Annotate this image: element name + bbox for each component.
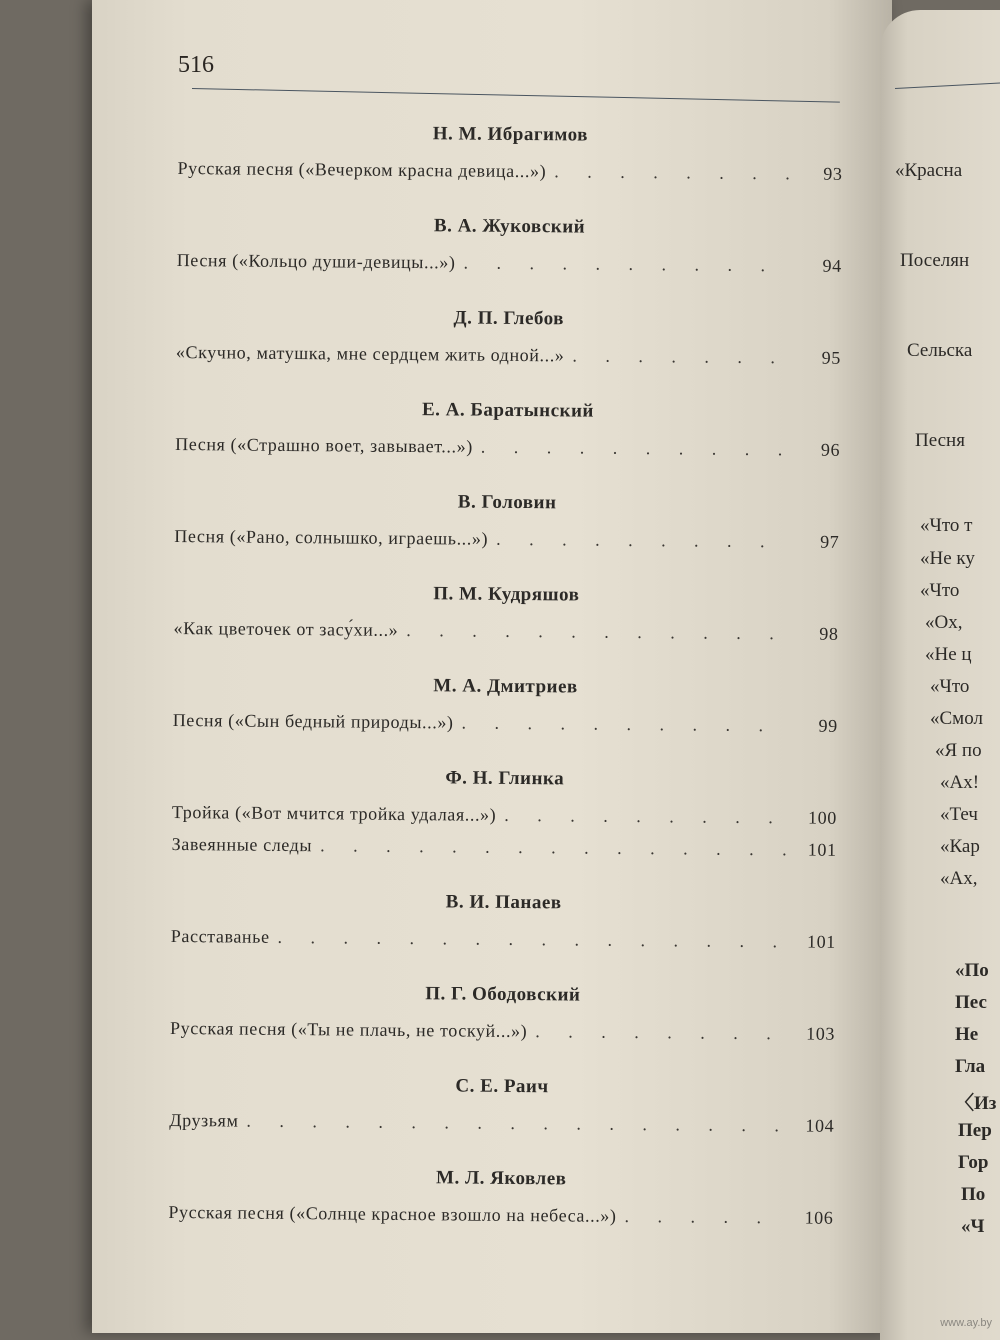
author-heading: М. А. Дмитриев [433, 675, 578, 698]
entry-page-number: 97 [820, 531, 840, 552]
entry-title: Песня («Рано, солнышко, играешь...») [174, 525, 489, 549]
entry-title: Тройка («Вот мчится тройка удалая...») [171, 801, 497, 825]
entry-page-number: 94 [822, 255, 842, 276]
dot-leader [481, 431, 793, 466]
dot-leader [246, 1105, 786, 1142]
right-page-fragment: «Что [930, 676, 970, 697]
right-page-fragment: Пер [958, 1120, 992, 1141]
right-page-fragment: Песня [915, 430, 965, 451]
entry-page-number: 106 [804, 1207, 834, 1228]
author-heading: М. Л. Яковлев [435, 1167, 567, 1190]
entry-title: Русская песня («Вечерком красна девица...») [177, 157, 547, 182]
entry-title: «Как цветочек от засу́хи...» [173, 617, 399, 640]
right-page-fragment: Гор [958, 1152, 989, 1173]
watermark: www.ay.by [940, 1317, 992, 1329]
dot-leader [320, 829, 789, 865]
dot-leader [535, 1015, 787, 1049]
right-page-fragment: 〈Из [955, 1093, 997, 1114]
right-page-fragment: «Не ц [925, 644, 972, 665]
author-heading: Е. А. Баратынский [421, 399, 595, 422]
toc-section [173, 578, 839, 650]
toc-entry [176, 336, 841, 374]
entry-page-number: 100 [808, 807, 838, 828]
toc-entry [173, 612, 838, 650]
right-page-fragment: «Что т [920, 515, 973, 536]
right-page-fragment: «Кар [940, 836, 980, 857]
right-page-fragment: «Ч [961, 1216, 985, 1237]
entry-title: «Скучно, матушка, мне сердцем жить одной...» [175, 341, 565, 366]
entry-page-number: 93 [823, 163, 843, 184]
toc-entry [174, 520, 839, 558]
entry-page-number: 101 [807, 839, 837, 860]
toc-section [176, 302, 842, 374]
toc-entry [168, 1196, 833, 1234]
author-heading: В. И. Панаев [445, 891, 562, 914]
table-of-contents [168, 118, 843, 1260]
entry-page-number: 99 [818, 715, 838, 736]
entry-page-number: 103 [806, 1023, 836, 1044]
right-page-fragment: «Не ку [920, 548, 975, 569]
toc-entry [171, 920, 836, 958]
toc-entry [173, 704, 838, 742]
toc-entry [172, 828, 837, 866]
right-page-fragment: «По [955, 960, 989, 981]
author-heading: В. А. Жуковский [433, 215, 586, 238]
toc-section [175, 394, 841, 466]
toc-entry [177, 244, 842, 282]
page-number: 516 [178, 52, 214, 78]
toc-section [172, 762, 838, 866]
toc-entry [169, 1104, 834, 1142]
dot-leader [463, 246, 793, 281]
right-page-fragment: «Ах, [940, 868, 978, 889]
dot-leader [624, 1200, 785, 1233]
right-page-fragment: По [961, 1184, 986, 1205]
right-page-fragment: Поселян [900, 250, 970, 271]
toc-section [177, 210, 843, 282]
dot-leader [277, 921, 788, 957]
right-page-fragment: «Смол [930, 708, 983, 729]
author-heading: Н. М. Ибрагимов [432, 123, 589, 146]
toc-entry [170, 1012, 835, 1050]
right-page-fragment: Сельска [907, 340, 973, 361]
toc-section [171, 886, 837, 958]
author-heading: В. Головин [457, 491, 557, 514]
entry-page-number: 95 [821, 347, 842, 368]
entry-title: Русская песня («Ты не плачь, не тоскуй...») [169, 1017, 528, 1042]
right-page-fragment: Пес [955, 992, 987, 1013]
toc-entry [177, 152, 842, 190]
right-page-fragment: Гла [955, 1056, 986, 1077]
toc-section [170, 978, 836, 1050]
entry-title: Песня («Страшно воет, завывает...») [175, 433, 473, 457]
author-heading: П. М. Кудряшов [433, 583, 580, 606]
entry-title: Песня («Сын бедный природы...») [172, 709, 454, 733]
entry-page-number: 98 [819, 623, 839, 644]
right-page-fragment: Не [955, 1024, 979, 1045]
right-page-fragment: «Ох, [925, 612, 963, 633]
entry-title: Завеянные следы [171, 833, 313, 856]
entry-title: Песня («Кольцо души-девицы...») [176, 249, 456, 273]
dot-leader [572, 339, 793, 373]
entry-title: Русская песня («Солнце красное взошло на небеса...») [168, 1201, 617, 1226]
author-heading: Д. П. Глебов [453, 307, 565, 330]
toc-section [173, 670, 839, 742]
toc-section [174, 486, 840, 558]
toc-section [169, 1070, 835, 1142]
right-page-fragment: «Я по [935, 740, 982, 761]
toc-entry [175, 428, 840, 466]
entry-page-number: 104 [805, 1115, 835, 1136]
author-heading: Ф. Н. Глинка [445, 767, 565, 790]
entry-page-number: 96 [820, 439, 841, 460]
entry-title: Расставанье [170, 925, 270, 947]
entry-page-number: 101 [806, 931, 836, 952]
dot-leader [496, 523, 791, 558]
right-page-fragment: «Теч [940, 804, 978, 825]
right-page-fragment: «Ах! [940, 772, 980, 793]
toc-section [177, 118, 843, 190]
author-heading: П. Г. Ободовский [425, 983, 581, 1006]
dot-leader [504, 799, 789, 833]
author-heading: С. Е. Раич [455, 1075, 549, 1098]
dot-leader [554, 155, 795, 189]
dot-leader [406, 614, 790, 649]
right-page-fragment: «Что [920, 580, 960, 601]
entry-title: Друзьям [169, 1109, 239, 1131]
toc-section [168, 1162, 834, 1234]
right-page-fragment: «Красна [895, 160, 963, 181]
dot-leader [461, 706, 789, 741]
